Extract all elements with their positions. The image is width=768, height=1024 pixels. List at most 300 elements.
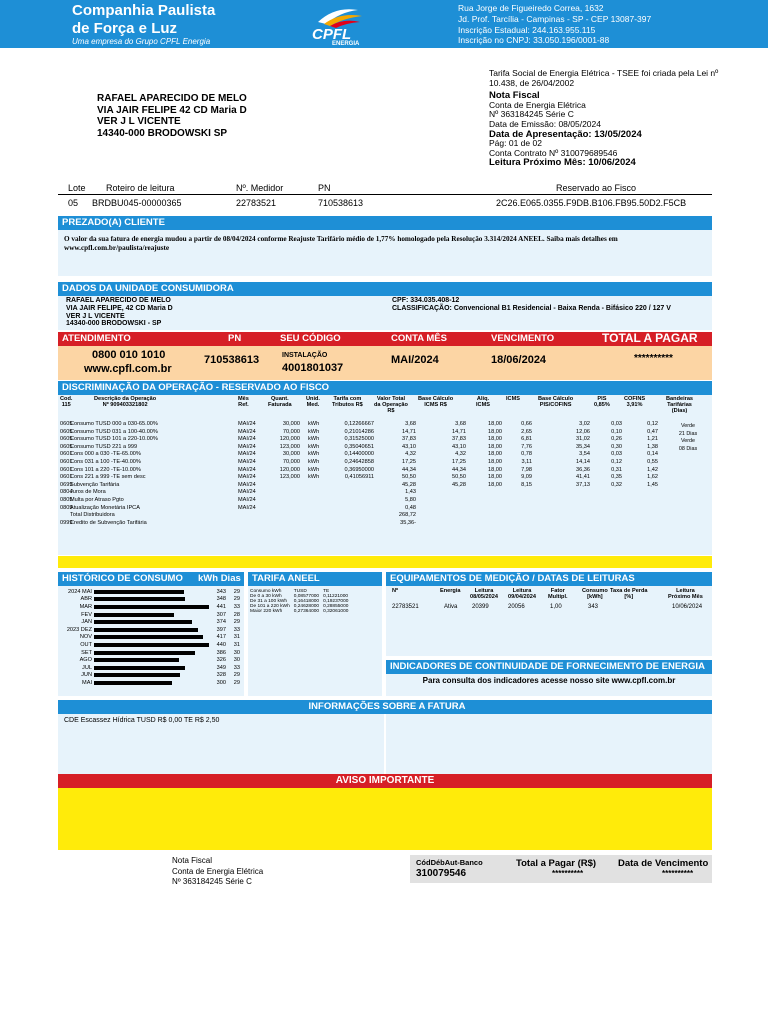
equipamentos-header: Fator Multipl. — [548, 588, 568, 601]
historico-bar-track — [94, 628, 214, 632]
discriminacao-header: Bandeiras Tarifárias (Dias) — [666, 396, 694, 415]
nota-fiscal-info — [489, 69, 719, 168]
footer-nf-line: Nota Fiscal — [172, 856, 213, 865]
historico-kwh: 441 — [216, 603, 226, 610]
pn-value: 710538613 — [318, 198, 364, 208]
historico-bar-track — [94, 635, 214, 639]
discriminacao-cell: Consumo TUSD 000 a 030-65.00% — [70, 421, 158, 427]
footer-total-label: Total a Pagar (R$) — [516, 858, 597, 869]
tarifa-cell: 0,27364000 — [293, 609, 320, 614]
discriminacao-row — [58, 489, 712, 497]
historico-row — [58, 588, 244, 596]
historico-title: HISTÓRICO DE CONSUMO — [62, 573, 183, 584]
tarifa-cell: 0,32061000 — [323, 609, 349, 614]
equipamentos-header: Consumo [kWh] — [582, 588, 608, 601]
historico-bar-track — [94, 673, 214, 677]
discriminacao-cell: 18,00 — [488, 451, 502, 458]
unidade-panel — [58, 296, 712, 330]
pn-label: PN — [228, 333, 242, 344]
address-line: Jd. Prof. Tarcília - Campinas - SP - CEP 13087-397 — [458, 13, 652, 24]
historico-kwh: 349 — [216, 664, 226, 671]
discriminacao-header: COFINS 3,91% — [624, 396, 646, 409]
tarifa-header: TE — [323, 589, 330, 594]
cod-deb-value: 310079546 — [416, 868, 467, 879]
aviso-panel — [58, 788, 712, 850]
historico-bar-track — [94, 597, 214, 601]
discriminacao-cell: 30,000 — [282, 421, 300, 427]
discriminacao-cell: 120,000 — [279, 436, 300, 443]
discriminacao-cell: 9,09 — [521, 474, 532, 481]
discriminacao-cell: 18,00 — [488, 474, 502, 481]
historico-bar-track — [94, 658, 214, 662]
discriminacao-cell: 70,000 — [282, 459, 300, 465]
discriminacao-cell: MAI/24 — [238, 466, 256, 473]
total-pagar-label: TOTAL A PAGAR — [602, 331, 698, 345]
historico-month: MAI — [82, 679, 92, 686]
historico-dias: 29 — [233, 679, 240, 686]
historico-bar — [94, 628, 198, 632]
discriminacao-cell: 7,98 — [521, 466, 532, 473]
discriminacao-row — [58, 467, 712, 475]
discriminacao-cell: 44,34 — [452, 466, 466, 473]
discriminacao-cell: 0999 — [60, 519, 73, 526]
discriminacao-cell: Cons 031 a 100 -TE-40.00% — [70, 459, 141, 465]
discriminacao-cell: MAI/24 — [238, 459, 256, 465]
discriminacao-cell: 14,71 — [402, 428, 416, 435]
pn-header: PN — [318, 183, 331, 193]
discriminacao-cell: 0,35 — [611, 474, 622, 481]
discriminacao-cell: 3,02 — [579, 421, 590, 427]
historico-month: 2023 DEZ — [66, 626, 92, 633]
discriminacao-cell: 18,00 — [488, 466, 502, 473]
discriminacao-cell: 5,80 — [405, 497, 416, 503]
discriminacao-cell: 3,68 — [455, 421, 466, 427]
discriminacao-cell: 45,28 — [402, 481, 416, 488]
discriminacao-cell: 35,36- — [400, 519, 416, 526]
discriminacao-cell: 0,12266667 — [344, 421, 374, 427]
discriminacao-cell: 0601 — [60, 459, 73, 465]
historico-dias: 31 — [233, 641, 240, 648]
discriminacao-cell: MAI/24 — [238, 504, 256, 511]
discriminacao-cell: 0605 — [60, 428, 73, 435]
tarifa-cell: 0,24628000 — [293, 604, 320, 609]
discriminacao-cell: 0,26 — [611, 436, 622, 443]
atendimento-panel — [58, 346, 712, 380]
discriminacao-cell: Cons 101 a 220 -TE-10.00% — [70, 466, 141, 473]
discriminacao-cell: 0,24642858 — [344, 459, 374, 465]
equipamentos-header: Leitura 09/04/2024 — [508, 588, 536, 601]
nota-numero: Nº 363184245 Série C — [489, 109, 574, 120]
tarifa-cell: 0,19237000 — [323, 599, 349, 604]
historico-kwh: 328 — [216, 672, 226, 679]
footer-venc-label: Data de Vencimento — [618, 858, 709, 869]
address-line: Rua Jorge de Figueiredo Correa, 1632 — [458, 3, 604, 13]
historico-dias: 33 — [233, 603, 240, 610]
discriminacao-cell: 6,81 — [521, 436, 532, 443]
tarifa-cell: De 0 a 30 kWh — [250, 594, 282, 599]
company-subtitle: Uma empresa do Grupo CPFL Energia — [72, 37, 211, 46]
historico-dias: 30 — [233, 649, 240, 656]
equipamentos-header: Leitura Próximo Mês — [668, 588, 703, 601]
bandeira-entry: 21 Dias — [678, 430, 698, 437]
discriminacao-cell: 18,00 — [488, 421, 502, 427]
historico-kwh: 300 — [216, 679, 226, 686]
discriminacao-header: Valor Total da Operação R$ — [374, 396, 408, 415]
historico-kwh: 386 — [216, 649, 226, 656]
discriminacao-cell: 0,31 — [611, 466, 622, 473]
discriminacao-header: ICMS — [506, 396, 520, 402]
discriminacao-row — [58, 429, 712, 437]
atendimento-label: ATENDIMENTO — [62, 333, 131, 344]
historico-month: AGO — [79, 657, 92, 664]
historico-kwh: 397 — [216, 626, 226, 633]
unidade-line: 14340-000 BRODOWSKI - SP — [66, 320, 162, 328]
address-line: Inscrição Estadual: 244.163.955.115 — [458, 24, 596, 35]
unidade-classificacao: CLASSIFICAÇÃO: Convencional B1 Residencial - Baixa Renda - Bifásico 220 / 127 V — [392, 304, 671, 312]
tarifa-table — [248, 589, 350, 614]
tarifa-row — [248, 609, 350, 614]
discriminacao-cell: 0,66 — [521, 421, 532, 427]
discriminacao-cell: 0,12 — [611, 459, 622, 465]
discriminacao-header: Alíq. ICMS — [476, 396, 490, 409]
pagina: Pág: 01 de 02 — [489, 138, 542, 149]
historico-month: SET — [81, 649, 92, 656]
footer-total-value: ********** — [552, 869, 584, 878]
historico-row — [58, 641, 244, 649]
discriminacao-cell: 0,10 — [611, 428, 622, 435]
discriminacao-cell: 0,12 — [647, 421, 658, 427]
discriminacao-cell: MAI/24 — [238, 443, 256, 450]
footer-venc-value: ********** — [662, 869, 694, 878]
discriminacao-cell: 0,30 — [611, 443, 622, 450]
unidade-title: DADOS DA UNIDADE CONSUMIDORA — [58, 282, 712, 296]
historico-month: JUL — [82, 664, 92, 671]
tarifa-cell: 0,16418000 — [293, 599, 320, 604]
discriminacao-cell: 0,14 — [647, 451, 658, 458]
discriminacao-header: Descrição da Operação Nº 909403321802 — [94, 396, 157, 409]
company-address — [458, 3, 651, 46]
discriminacao-title: DISCRIMINAÇÃO DA OPERAÇÃO - RESERVADO AO FISCO — [58, 381, 712, 395]
historico-kwh: 417 — [216, 634, 226, 641]
discriminacao-cell: Multa por Atraso Pgto — [70, 497, 124, 503]
equipamentos-header: Energia — [440, 588, 461, 594]
historico-dias: 29 — [233, 596, 240, 603]
discriminacao-header: PIS 0,85% — [594, 396, 610, 409]
equipamentos-cell: 22783521 — [392, 604, 419, 610]
tarifa-cell: De 31 a 100 kWh — [250, 599, 288, 604]
historico-bar — [94, 673, 180, 677]
cpfl-logo-icon — [300, 4, 370, 46]
aviso-title: AVISO IMPORTANTE — [58, 774, 712, 788]
instalacao-label: INSTALAÇÃO — [282, 352, 328, 359]
atendimento-bar — [58, 332, 712, 346]
discriminacao-row — [58, 512, 712, 520]
equipamentos-cell: 10/06/2024 — [672, 604, 703, 610]
discriminacao-cell: 0601 — [60, 451, 73, 458]
historico-bar-track — [94, 681, 214, 685]
atendimento-site[interactable]: www.cpfl.com.br — [84, 363, 172, 375]
discriminacao-cell: 1,38 — [647, 443, 658, 450]
discriminacao-cell: 45,28 — [452, 481, 466, 488]
discriminacao-cell: Total Distribuidora — [70, 512, 115, 519]
discriminacao-cell: 0601 — [60, 474, 73, 481]
nota-title: Nota Fiscal — [489, 90, 540, 102]
historico-bar — [94, 590, 184, 594]
indicadores-title: INDICADORES DE CONTINUIDADE DE FORNECIMENTO DE ENERGIA — [386, 660, 712, 674]
discriminacao-cell: 0605 — [60, 421, 73, 427]
discriminacao-cell: 0,32 — [611, 481, 622, 488]
lote-value-row — [58, 196, 712, 210]
roteiro-value: BRDBU045-00000365 — [92, 198, 182, 208]
discriminacao-cell: MAI/24 — [238, 489, 256, 496]
tarifa-cell: 0,11221000 — [323, 594, 349, 599]
discriminacao-cell: 0,47 — [647, 428, 658, 435]
discriminacao-header: Base Cálculo ICMS R$ — [418, 396, 454, 409]
discriminacao-cell: Credito de Subvenção Tarifária — [70, 519, 147, 526]
discriminacao-cell: 70,000 — [282, 428, 300, 435]
tarifa-cell: 0,28855000 — [323, 604, 349, 609]
discriminacao-cell: Consumo TUSD 101 a 220-10.00% — [70, 436, 158, 443]
discriminacao-cell: 0,41056911 — [344, 474, 374, 481]
discriminacao-cell: MAI/24 — [238, 497, 256, 503]
discriminacao-cell: MAI/24 — [238, 436, 256, 443]
equipamentos-header: Leitura 08/05/2024 — [470, 588, 498, 601]
discriminacao-cell: 1,21 — [647, 436, 658, 443]
discriminacao-cell: kWh — [308, 451, 320, 458]
customer-line: VIA JAIR FELIPE 42 CD Maria D — [97, 104, 247, 116]
discriminacao-cell: 43,10 — [402, 443, 416, 450]
discriminacao-cell: 0805 — [60, 504, 73, 511]
historico-month: MAR — [79, 603, 92, 610]
footer-payment-box — [410, 855, 712, 883]
data-apresentacao: Data de Apresentação: 13/05/2024 — [489, 128, 642, 140]
discriminacao-cell: 44,34 — [402, 466, 416, 473]
footer-nf-line: Conta de Energia Elétrica — [172, 866, 264, 876]
cpfl-logo — [300, 4, 370, 46]
discriminacao-cell: 0,31525000 — [344, 436, 374, 443]
historico-bar-track — [94, 605, 214, 609]
historico-kwh: 348 — [216, 596, 226, 603]
lote-value: 05 — [68, 198, 79, 208]
discriminacao-cell: 1,62 — [647, 474, 658, 481]
discriminacao-cell: kWh — [308, 474, 320, 481]
discriminacao-header: Mês Ref. — [238, 396, 249, 409]
equipamentos-title: EQUIPAMENTOS DE MEDIÇÃO / DATAS DE LEITURAS — [386, 572, 712, 586]
discriminacao-row — [58, 459, 712, 467]
discriminacao-cell: 35,34 — [576, 443, 590, 450]
tarifa-header: Consumo kWh — [250, 589, 282, 594]
tarifa-panel — [248, 586, 382, 696]
discriminacao-cell: 17,25 — [402, 459, 416, 465]
bandeira-entry: Verde — [680, 423, 696, 429]
tarifa-cell: De 101 a 220 kWh — [250, 604, 290, 609]
nota-conta: Conta de Energia Elétrica — [489, 99, 586, 110]
company-name-line1: Companhia Paulista — [72, 2, 216, 19]
equipamentos-cell: Ativa — [444, 604, 458, 610]
discriminacao-cell: 0605 — [60, 436, 73, 443]
discriminacao-cell: 17,25 — [452, 459, 466, 465]
discriminacao-cell: MAI/24 — [238, 481, 256, 488]
historico-dias: 30 — [233, 657, 240, 664]
discriminacao-cell: 2,65 — [521, 428, 532, 435]
discriminacao-cell: 14,14 — [576, 459, 590, 465]
discriminacao-cell: 7,76 — [521, 443, 532, 450]
discriminacao-cell: 30,000 — [282, 451, 300, 458]
historico-bar — [94, 666, 185, 670]
prezado-text: O valor da sua fatura de energia mudou a partir de 08/04/2024 conforme Reajuste Tarifário médio de 1,77% homologado pela Resolução 3.314/2024 ANEEL. Saiba mais detalhes em www.cpfl.com.br/paulista/reajuste — [58, 230, 712, 276]
equipamentos-cell: 343 — [588, 604, 599, 610]
discriminacao-cell: kWh — [308, 459, 320, 465]
historico-bar — [94, 597, 185, 601]
discriminacao-cell: 0605 — [60, 443, 73, 450]
historico-col-title: kWh Dias — [198, 573, 241, 584]
discriminacao-cell: 1,43 — [405, 489, 416, 496]
unidade-line: VIA JAIR FELIPE, 42 CD Maria D — [66, 304, 173, 312]
historico-bar-track — [94, 613, 214, 617]
discriminacao-row — [58, 451, 712, 459]
fisco-header: Reservado ao Fisco — [556, 183, 637, 193]
historico-bar — [58, 572, 244, 586]
data-emissao: Data de Emissão: 08/05/2024 — [489, 118, 601, 129]
discriminacao-cell: 37,13 — [576, 481, 590, 488]
historico-kwh: 440 — [216, 641, 226, 648]
historico-kwh: 326 — [216, 657, 226, 664]
equipamentos-cell: 1,00 — [550, 604, 562, 610]
discriminacao-cell: 0,14400000 — [344, 451, 374, 458]
discriminacao-cell: Subvenção Tarifária — [70, 481, 120, 488]
discriminacao-row — [58, 520, 712, 528]
historico-row — [58, 634, 244, 642]
historico-dias: 29 — [233, 672, 240, 679]
historico-bar — [94, 605, 209, 609]
historico-bar-track — [94, 620, 214, 624]
historico-month: JAN — [81, 619, 92, 626]
discriminacao-cell: kWh — [308, 421, 320, 427]
historico-dias: 33 — [233, 664, 240, 671]
discriminacao-cell: 31,02 — [576, 436, 590, 443]
discriminacao-cell: MAI/24 — [238, 451, 256, 458]
discriminacao-cell: 18,00 — [488, 459, 502, 465]
informacoes-title: INFORMAÇÕES SOBRE A FATURA — [58, 700, 712, 714]
cod-deb-label: CódDébAut-Banco — [416, 858, 483, 867]
discriminacao-row — [58, 505, 712, 513]
fisco-value: 2C26.E065.0355.F9DB.B106.FB95.50D2.F5CB — [496, 198, 687, 208]
historico-dias: 28 — [233, 611, 240, 618]
discriminacao-cell: 43,10 — [452, 443, 466, 450]
equipamentos-panel — [386, 586, 712, 656]
historico-kwh: 343 — [216, 588, 226, 595]
lote-header: Lote — [68, 183, 86, 193]
discriminacao-cell: 123,000 — [279, 474, 300, 481]
unidade-line: VER J L VICENTE — [66, 312, 125, 320]
conta-mes-value: MAI/2024 — [391, 354, 439, 366]
tarifa-title: TARIFA ANEEL — [248, 572, 382, 586]
footer-nf-line: Nº 363184245 Série C — [172, 877, 252, 886]
discriminacao-table — [58, 395, 712, 555]
tarifa-cell: Maior 220 kWh — [250, 609, 283, 614]
discriminacao-row — [58, 482, 712, 490]
discriminacao-cell: 0,55 — [647, 459, 658, 465]
historico-bar — [94, 635, 203, 639]
indicadores-text: Para consulta dos indicadores acesse nosso site www.cpfl.com.br — [386, 674, 712, 696]
informacoes-text: CDE Escassez Hídrica TUSD R$ 0,00 TE R$ 2,50 — [58, 714, 384, 774]
equipamentos-cell: 20399 — [472, 604, 489, 610]
tarifa-header: TUSD — [293, 589, 307, 594]
discriminacao-header: Quant. Faturada — [268, 396, 292, 409]
unidade-cpf: CPF: 334.035.408-12 — [392, 297, 460, 304]
discriminacao-cell: 0,21014286 — [344, 428, 374, 435]
informacoes-right-panel — [386, 714, 712, 774]
discriminacao-cell: kWh — [308, 428, 320, 435]
historico-month: 2024 MAI — [68, 588, 92, 595]
equipamentos-header: Taxa de Perda [%] — [610, 588, 648, 601]
historico-bar — [94, 613, 174, 617]
discriminacao-cell: MAI/24 — [238, 428, 256, 435]
logo-subtext: ENERGIA — [332, 41, 360, 46]
conta-contrato: Conta Contrato Nº 310079689546 — [489, 147, 618, 158]
discriminacao-cell: 41,41 — [576, 474, 590, 481]
customer-address-block — [97, 93, 247, 139]
historico-bar — [94, 651, 195, 655]
discriminacao-header: Unid. Med. — [306, 396, 320, 409]
discriminacao-cell: 268,72 — [398, 512, 416, 519]
discriminacao-cell: 0601 — [60, 466, 73, 473]
logo-text: CPFL — [312, 26, 352, 43]
historico-bar — [94, 620, 192, 624]
discriminacao-header: Base Cálculo PIS/COFINS — [538, 396, 574, 409]
prezado-title: PREZADO(A) CLIENTE — [58, 216, 712, 230]
equipamentos-cell: 20056 — [508, 604, 525, 610]
discriminacao-cell: 14,71 — [452, 428, 466, 435]
discriminacao-cell: 0699 — [60, 481, 73, 488]
historico-panel — [58, 586, 244, 696]
historico-row — [58, 596, 244, 604]
discriminacao-row — [58, 474, 712, 482]
customer-line: RAFAEL APARECIDO DE MELO — [97, 93, 247, 104]
bandeira-entry: 08 Dias — [678, 445, 698, 452]
yellow-divider — [58, 556, 712, 568]
discriminacao-cell: Juros de Mora — [70, 489, 106, 496]
equipamentos-header: Nº — [392, 588, 399, 594]
discriminacao-cell: 50,50 — [402, 474, 416, 481]
footer-nota-fiscal — [172, 856, 263, 888]
discriminacao-row — [58, 436, 712, 444]
medidor-value: 22783521 — [236, 198, 277, 208]
discriminacao-cell: 0805 — [60, 497, 73, 503]
medidor-header: Nº. Medidor — [236, 183, 284, 193]
historico-bar-track — [94, 590, 214, 594]
historico-bar — [94, 643, 209, 647]
historico-kwh: 307 — [216, 611, 226, 618]
historico-bar-track — [94, 643, 214, 647]
discriminacao-row — [58, 444, 712, 452]
discriminacao-cell: Atualização Monetária IPCA — [70, 504, 140, 511]
historico-month: FEV — [81, 611, 92, 618]
company-name-line2: de Força e Luz — [72, 20, 178, 37]
discriminacao-row — [58, 421, 712, 429]
discriminacao-cell: 18,00 — [488, 481, 502, 488]
historico-month: ABR — [80, 596, 92, 603]
historico-kwh: 374 — [216, 619, 226, 626]
discriminacao-cell: kWh — [308, 443, 320, 450]
roteiro-header: Roteiro de leitura — [106, 183, 175, 193]
discriminacao-cell: kWh — [308, 436, 320, 443]
discriminacao-cell: 0,03 — [611, 421, 622, 427]
historico-bar-track — [94, 666, 214, 670]
historico-month: NOV — [79, 634, 92, 641]
historico-dias: 33 — [233, 626, 240, 633]
vencimento-value: 18/06/2024 — [491, 354, 547, 366]
